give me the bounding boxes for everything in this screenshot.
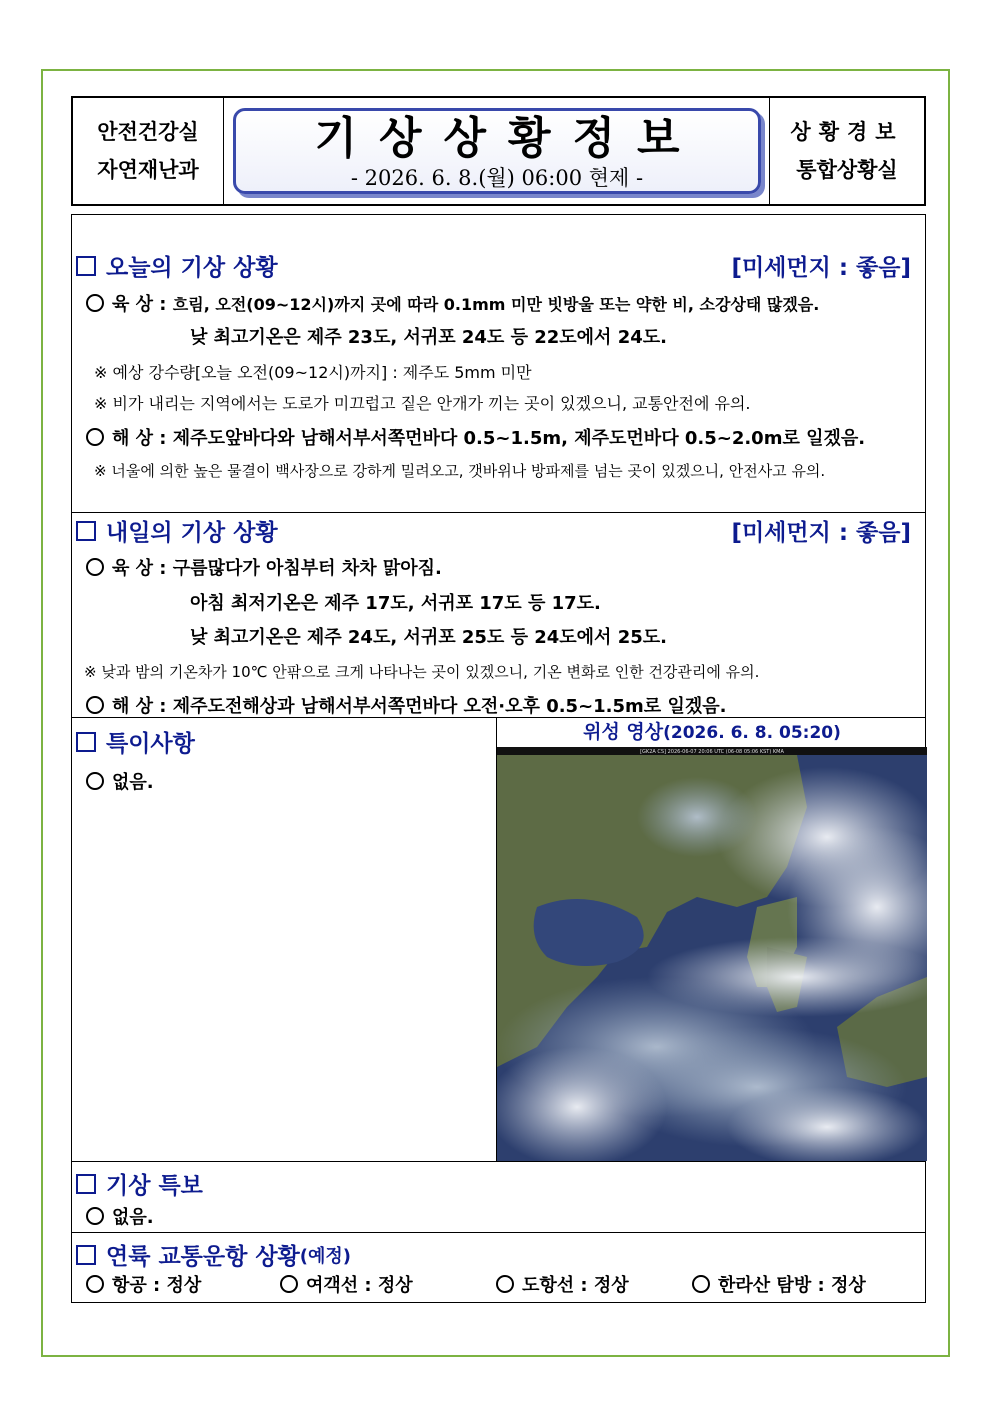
transport-item-text: 여객선 : 정상 [306,1275,413,1296]
circle-bullet-icon [692,1275,710,1293]
warning-heading [76,1167,203,1200]
transport-heading [76,1238,351,1271]
today-sea-label: 해 상 : [112,428,167,449]
transport-item-hallasan [692,1271,866,1297]
department-line1: 안전건강실 [97,120,199,144]
tomorrow-land-text1: 구름많다가 아침부터 차차 맑아짐. [172,558,442,579]
satellite-title-text: 위성 영상 [583,721,664,743]
circle-bullet-icon [86,696,104,714]
transport-item-text: 도항선 : 정상 [522,1275,629,1296]
transport-item-text: 항공 : 정상 [112,1275,202,1296]
document-title: 기상상황정보 [314,113,702,164]
transport-heading-text: 연륙 교통운항 상황 [106,1244,300,1270]
divider [72,1232,925,1233]
transport-item-air [86,1271,201,1297]
special-item-text: 없음. [112,772,154,793]
tomorrow-land-line3: 낮 최고기온은 제주 24도, 서귀포 25도 등 24도에서 25도. [190,627,667,648]
checkbox-icon [76,732,96,752]
tomorrow-heading-text: 내일의 기상 상황 [106,520,278,546]
special-heading-text: 특이사항 [106,731,195,757]
satellite-caption: [GK2A CS] 2026-06-07 20:06 UTC (06-08 05:06 KST) KMA [640,749,784,755]
tomorrow-land-label: 육 상 : [112,558,167,579]
checkbox-icon [76,1245,96,1265]
warning-item-text: 없음. [112,1207,154,1228]
circle-bullet-icon [86,1275,104,1293]
office-cell [769,98,924,204]
office-line2: 통합상황실 [796,158,898,182]
today-heading-text: 오늘의 기상 상황 [106,255,278,281]
today-land-line1 [86,290,819,316]
tomorrow-sea-label: 해 상 : [112,696,167,717]
tomorrow-heading [76,514,278,547]
tomorrow-land-line1 [86,554,442,580]
today-note3: ※ 너울에 의한 높은 물결이 백사장으로 강하게 밀려오고, 갯바위나 방파제를 넘는 곳이 있겠으니, 안전사고 유의. [94,462,826,480]
tomorrow-sea-line [86,692,726,718]
circle-bullet-icon [280,1275,298,1293]
warning-heading-text: 기상 특보 [106,1173,203,1199]
special-heading [76,725,195,758]
satellite-time: (2026. 6. 8. 05:20) [663,723,841,743]
transport-heading-suffix: (예정) [299,1245,351,1267]
today-sea-line [86,424,865,450]
transport-item-island-ferry [496,1271,629,1297]
tomorrow-land-line2: 아침 최저기온은 제주 17도, 서귀포 17도 등 17도. [190,593,601,614]
title-box [233,108,761,194]
today-land-text1: 흐림, 오전(09~12시)까지 곳에 따라 0.1mm 미만 빗방울 또는 약한 비, 소강상태 많겠음. [172,295,820,314]
tomorrow-dust: [미세먼지 : 좋음] [731,520,911,546]
circle-bullet-icon [86,1207,104,1225]
checkbox-icon [76,521,96,541]
circle-bullet-icon [86,294,104,312]
special-item [86,768,154,794]
circle-bullet-icon [86,428,104,446]
department-cell [73,98,224,204]
today-dust: [미세먼지 : 좋음] [731,255,911,281]
tomorrow-sea-text: 제주도전해상과 남해서부서쪽먼바다 오전·오후 0.5~1.5m로 일겠음. [172,696,727,717]
circle-bullet-icon [86,558,104,576]
satellite-panel [496,717,927,1161]
today-note1: ※ 예상 강수량[오늘 오전(09~12시)까지] : 제주도 5mm 미만 [94,363,532,382]
office-line1: 상황경보 [790,120,904,144]
tomorrow-note1: ※ 낮과 밤의 기온차가 10℃ 안팎으로 크게 나타나는 곳이 있겠으니, 기온 변화로 인한 건강관리에 유의. [84,663,760,681]
checkbox-icon [76,256,96,276]
today-land-label: 육 상 : [112,294,167,315]
document-date: - 2026. 6. 8.(월) 06:00 현제 - [350,166,644,190]
satellite-map-icon [497,747,927,1161]
divider [72,1161,925,1162]
circle-bullet-icon [86,772,104,790]
today-note2: ※ 비가 내리는 지역에서는 도로가 미끄럽고 짙은 안개가 끼는 곳이 있겠으니, 교통안전에 유의. [94,394,751,413]
satellite-title [497,717,927,747]
today-heading [76,249,278,282]
today-sea-text: 제주도앞바다와 남해서부서쪽먼바다 0.5~1.5m, 제주도먼바다 0.5~2.0m로 일겠음. [172,428,866,449]
document-header [71,96,926,206]
divider [72,512,925,513]
checkbox-icon [76,1174,96,1194]
satellite-image [497,747,927,1161]
content-table [71,214,926,1303]
today-land-line2: 낮 최고기온은 제주 23도, 서귀포 24도 등 22도에서 24도. [190,327,667,348]
transport-item-text: 한라산 탐방 : 정상 [718,1275,866,1296]
circle-bullet-icon [496,1275,514,1293]
department-line2: 자연재난과 [97,158,199,182]
warning-item [86,1203,154,1229]
transport-item-ferry [280,1271,413,1297]
